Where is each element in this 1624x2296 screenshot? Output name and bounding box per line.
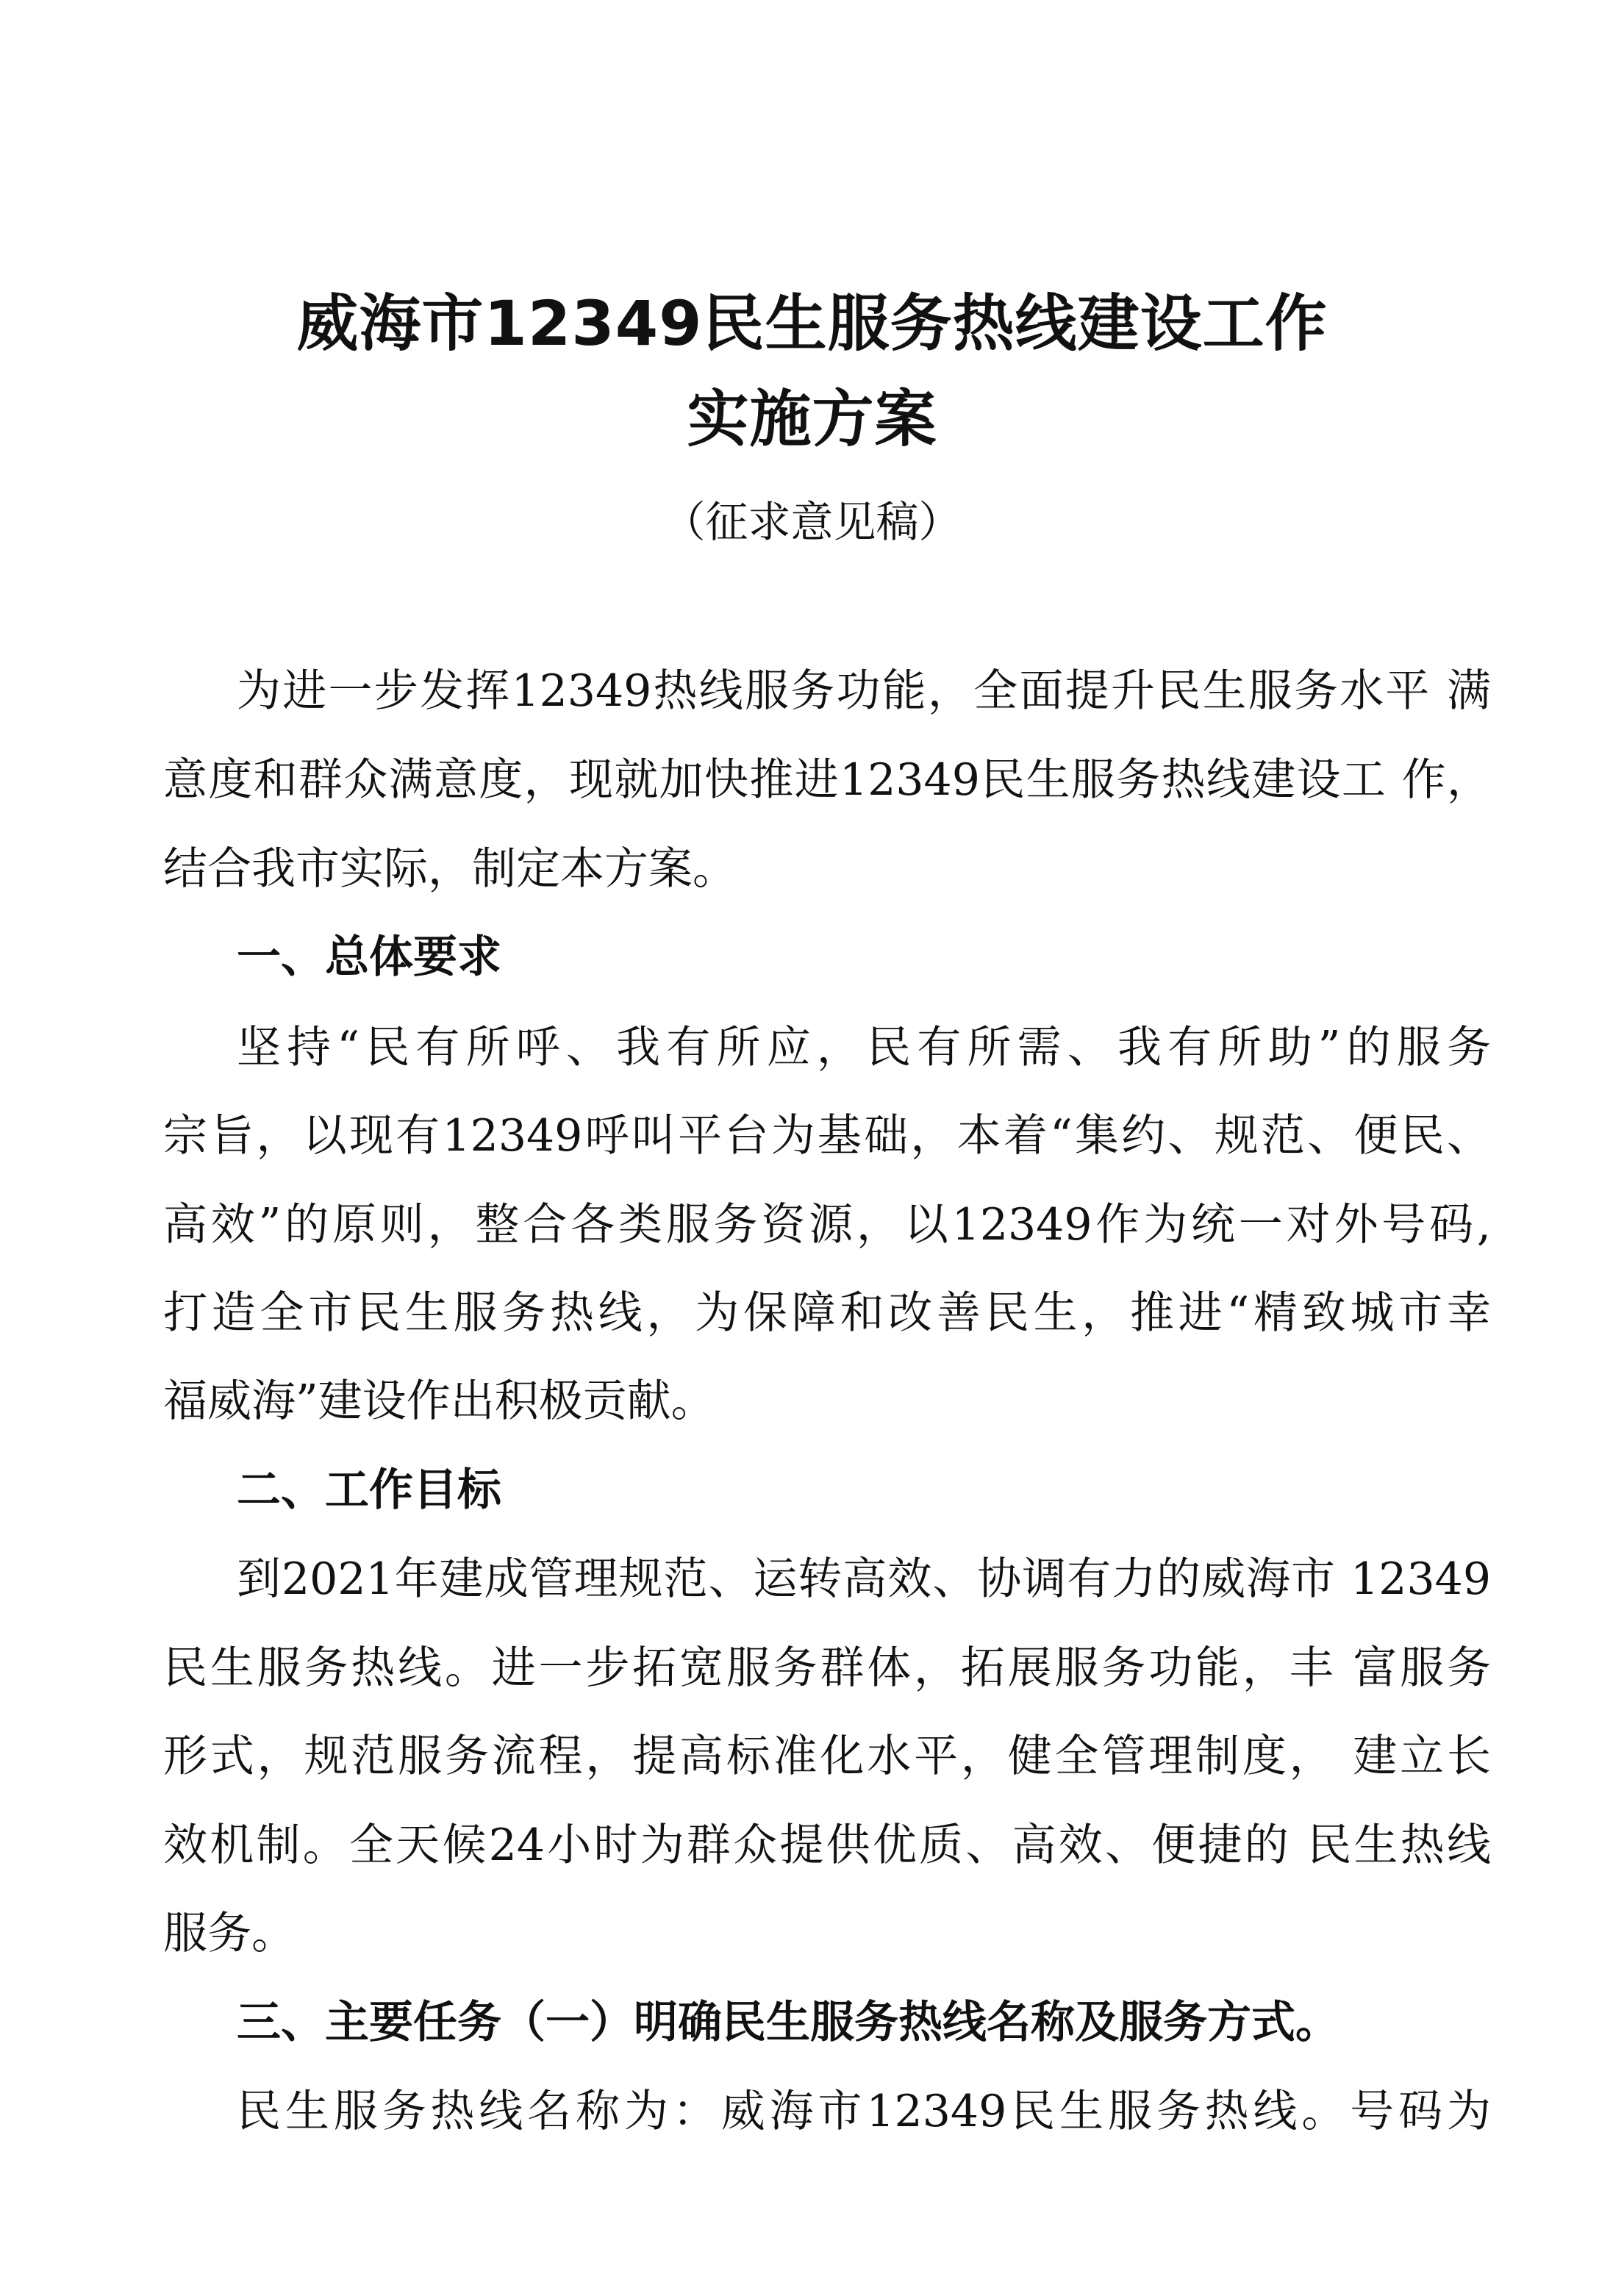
- section-1-line-2: 宗旨，以现有12349呼叫平台为基础，本着“集约、规范、便民、: [163, 1110, 1491, 1162]
- section-2-line-2: 民生服务热线。进一步拓宽服务群体，拓展服务功能，丰 富服务: [163, 1642, 1491, 1694]
- section-3-line-1: 民生服务热线名称为：威海市12349民生服务热线。号码为: [237, 2086, 1491, 2137]
- intro-line-3: 结合我市实际，制定本方案。: [163, 843, 737, 895]
- section-1-line-3: 高效”的原则，整合各类服务资源，以12349作为统一对外号码,: [163, 1199, 1491, 1251]
- section-1-heading: 一、总体要求: [237, 931, 501, 983]
- intro-line-2: 意度和群众满意度，现就加快推进12349民生服务热线建设工 作，: [163, 754, 1491, 806]
- section-1-line-5: 福威海”建设作出积极贡献。: [163, 1376, 715, 1427]
- section-3-heading: 三、主要任务（一）明确民生服务热线名称及服务方式。: [237, 1997, 1339, 2048]
- section-1-line-4: 打造全市民生服务热线，为保障和改善民生，推进“精致城市幸: [163, 1287, 1491, 1339]
- document-title-line-1: 威海市12349民生服务热线建设工作: [296, 287, 1328, 360]
- section-2-line-4: 效机制。全天候24小时为群众提供优质、高效、便捷的 民生热线: [163, 1820, 1491, 1871]
- document-title-line-2: 实施方案: [687, 383, 937, 455]
- document-subtitle: （征求意见稿）: [662, 497, 962, 547]
- section-2-line-5: 服务。: [163, 1908, 296, 1959]
- section-1-line-1: 坚持“民有所呼、我有所应，民有所需、我有所助”的服务: [237, 1022, 1491, 1073]
- section-2-line-1: 到2021年建成管理规范、运转高效、协调有力的威海市 12349: [237, 1553, 1491, 1605]
- section-2-heading: 二、工作目标: [237, 1464, 501, 1516]
- intro-line-1: 为进一步发挥12349热线服务功能，全面提升民生服务水平 满: [237, 665, 1491, 717]
- section-2-line-3: 形式，规范服务流程，提高标准化水平，健全管理制度， 建立长: [163, 1731, 1491, 1782]
